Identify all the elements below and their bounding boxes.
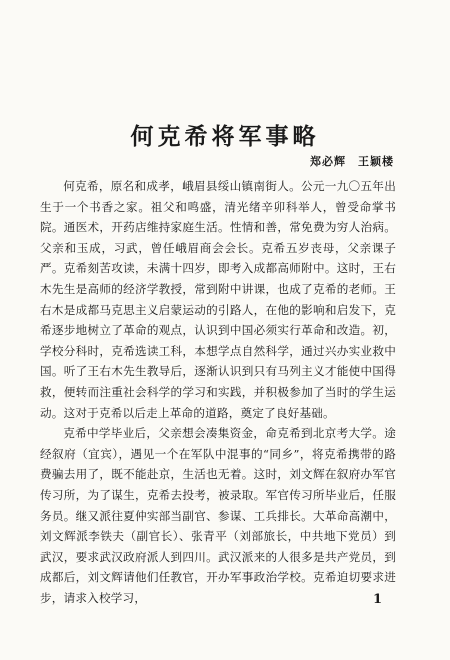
article-authors: 郑必辉 王颖楼 xyxy=(310,155,394,168)
page-number: 1 xyxy=(373,592,383,607)
article-body xyxy=(40,176,396,608)
paragraph: 何克希，原名和成孝，峨眉县绥山镇南街人。公元一九〇五年出生于一个书香之家。祖父和鸣盛，清光绪辛卯科举人，曾受命掌书院。通医术，开药店维持家庭生活。性情和善，常免费为穷人治病。父亲和玉成，习武，曾任峨眉商会会长。克希五岁丧母，父亲课子严。克希刻苦攻读，未满十四岁，即考入成都高师附中。这时，王右木先生是高师的经济学教授，常到附中讲课，也成了克希的老师。王右木是成都马克思主义启蒙运动的引路人，在他的影响和启发下，克希逐步地树立了革命的观点，认识到中国必须实行革命和改造。初，学校分科时，克希选读工科，本想学点自然科学，通过兴办实业救中国。听了王右木先生教导后，逐渐认识到只有马列主义才能使中国得救，便转而注重社会科学的学习和实践，并积极参加了当时的学生运动。这对于克希以后走上革命的道路，奠定了良好基础。 xyxy=(40,179,396,420)
paragraph: 克希中学毕业后，父亲想会凑集资金，命克希到北京考大学。途经叙府（宜宾），遇见一个在军队中混事的“同乡”，将克希携带的路费骗去用了，既不能赴京，生活也无着。这时，刘文辉在叙府办军官传习所，为了谋生，克希去投考，被录取。军官传习所毕业后，任服务员。继又派往夏仲实部当副官、参谋、工兵排长。大革命高潮中，刘文辉派李铁夫（副官长）、张青平（刘部旅长，中共地下党员）到武汉，要求武汉政府派人到四川。武汉派来的人很多是共产党员，到成都后，刘文辉请他们任教官，开办军事政治学校。克希迫切要求进步，请求入校学习， xyxy=(40,426,396,605)
article-title: 何克希将军事略 xyxy=(130,123,320,150)
